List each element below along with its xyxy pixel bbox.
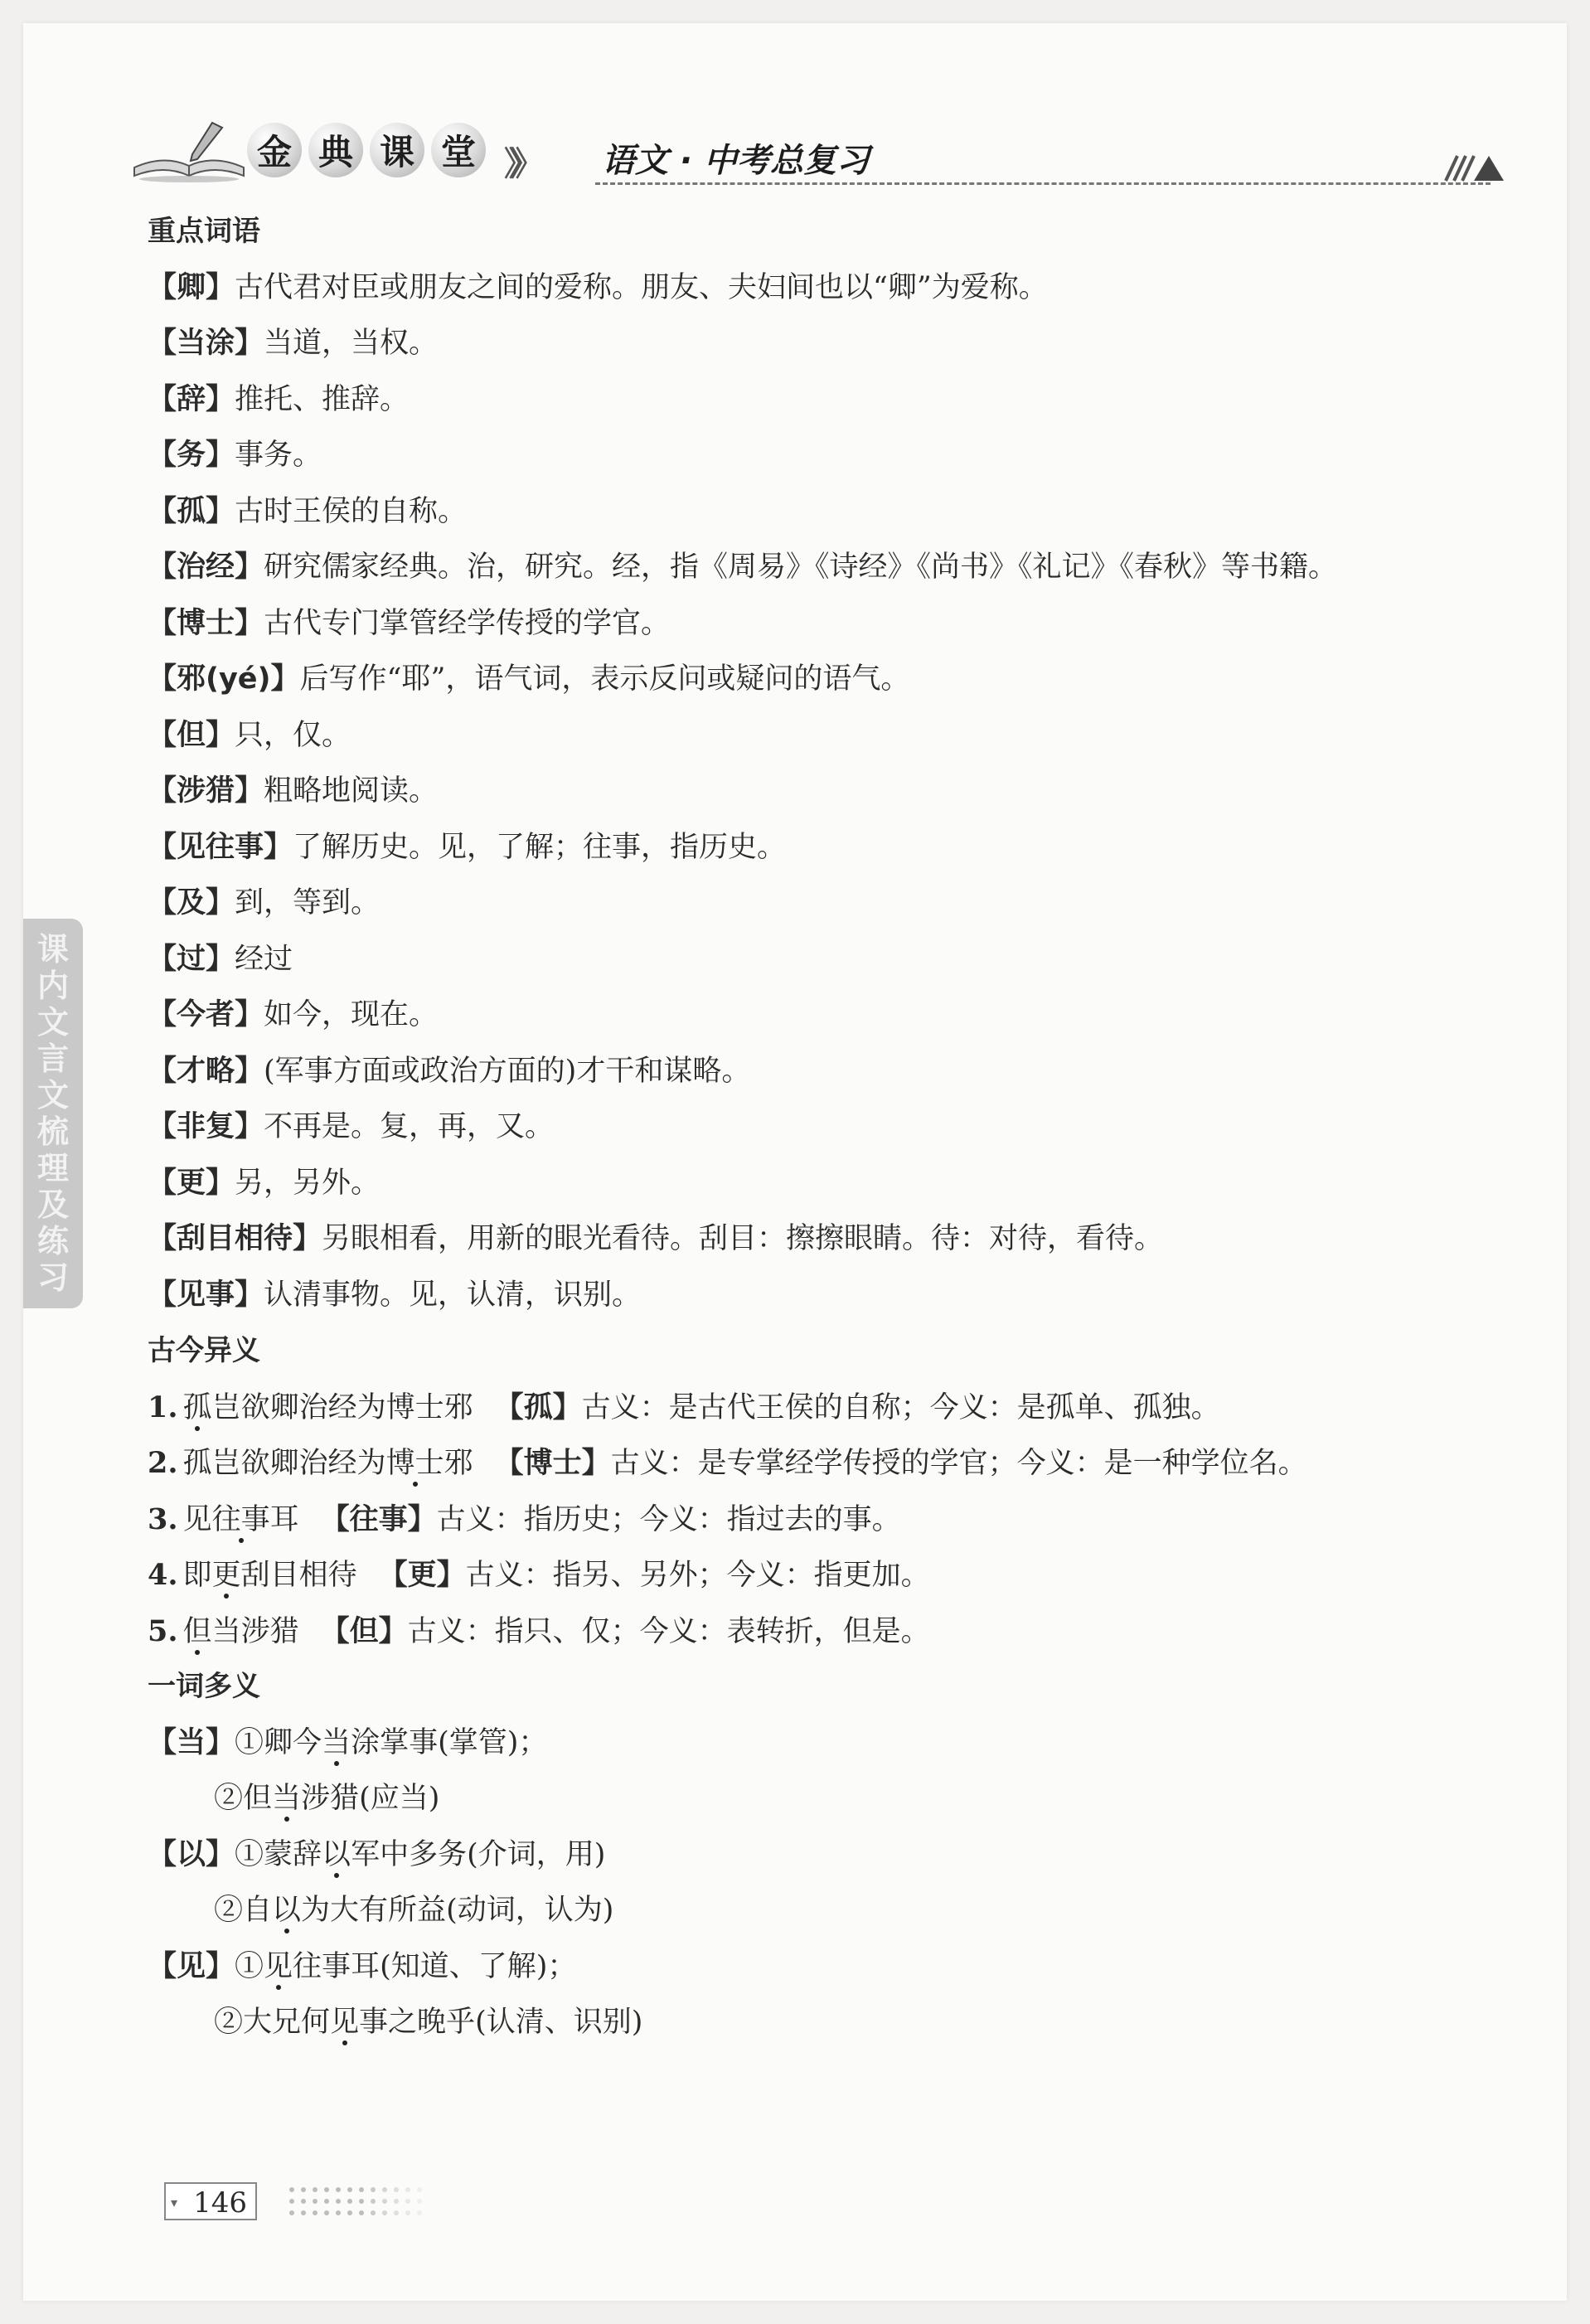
vocab-entry <box>148 428 1474 484</box>
vocab-entry <box>148 484 1474 541</box>
vocab-term: 【涉猎】 <box>148 774 264 808</box>
vocab-definition: 经过 <box>235 942 293 976</box>
brand-title <box>247 123 486 177</box>
vocab-entry <box>148 1268 1474 1324</box>
vocab-entry <box>148 1099 1474 1156</box>
corner-triangle-icon <box>1441 149 1507 182</box>
sense-mark: ② <box>214 2006 244 2039</box>
emphasis-dot-word: 往事 <box>211 1502 270 1536</box>
sense-mark: ② <box>214 1782 244 1815</box>
vocab-entry <box>148 260 1474 317</box>
brand-char: 金 <box>247 123 302 177</box>
section-side-tab <box>23 919 83 1308</box>
vocab-definition: 古代君对臣或朋友之间的爱称。朋友、夫妇间也以“卿”为爱称。 <box>235 270 1048 304</box>
vocab-term: 【孤】 <box>148 494 235 528</box>
vocab-definition: 当道，当权。 <box>264 327 439 360</box>
meaning-explanation: 古义：指另、另外；今义：指更加。 <box>465 1559 930 1592</box>
meaning-explanation: 古义：是古代王侯的自称；今义：是孤单、孤独。 <box>581 1390 1220 1424</box>
vocab-term: 【邪(yé)】 <box>148 662 300 696</box>
vocab-term: 【更】 <box>378 1559 466 1592</box>
vocab-definition: 古代专门掌管经学传授的学官。 <box>264 606 671 640</box>
double-chevron-right-icon: 》》 <box>504 145 534 183</box>
vocab-entry <box>148 1156 1474 1212</box>
page <box>23 23 1567 2301</box>
vocab-definition: 研究儒家经典。治，研究。经，指《周易》《诗经》《尚书》《礼记》《春秋》等书籍。 <box>264 551 1338 584</box>
vocab-term: 【见往事】 <box>148 830 293 864</box>
vocab-definition: 认清事物。见，认清，识别。 <box>264 1278 642 1312</box>
vocab-definition: 推托、推辞。 <box>235 382 410 416</box>
meaning-item <box>148 1492 1474 1548</box>
emphasis-dot-word: 但 <box>182 1614 212 1648</box>
side-tab-char: 内 <box>36 968 69 1004</box>
vocab-definition: 事务。 <box>235 439 322 472</box>
vocab-term: 【及】 <box>148 886 235 919</box>
emphasis-dot-word: 当 <box>272 1782 302 1815</box>
sense-gloss: (介词，用) <box>467 1837 606 1871</box>
polysemy-sense: ②大兄何见事之晚乎(认清、识别) <box>214 2006 643 2039</box>
vocab-entry <box>148 596 1474 653</box>
emphasis-dot-word: 以 <box>272 1894 302 1927</box>
vocab-term: 【更】 <box>148 1166 235 1200</box>
example-sentence: 但当涉猎 <box>182 1614 299 1648</box>
example-sentence: 孤岂欲卿治经为博士邪 <box>182 1447 473 1480</box>
vocab-definition: 了解历史。见，了解；往事，指历史。 <box>293 830 787 864</box>
emphasis-dot-word: 以 <box>322 1837 351 1871</box>
vocab-entry <box>148 764 1474 820</box>
item-number: 4. <box>148 1558 178 1592</box>
item-number: 2. <box>148 1446 178 1480</box>
meaning-explanation: 古义：指只、仅；今义：表转折，但是。 <box>407 1614 930 1648</box>
meaning-item <box>148 1435 1474 1492</box>
vocab-term: 【治经】 <box>148 551 264 584</box>
brand-char: 典 <box>308 123 363 177</box>
vocab-term: 【但】 <box>320 1614 408 1648</box>
polysemy-sense: 【当】①卿今当涂掌事(掌管)； <box>148 1725 548 1759</box>
brand-char: 课 <box>370 123 424 177</box>
vocab-term: 【见】 <box>148 1949 235 1983</box>
vocab-term: 【才略】 <box>148 1054 264 1088</box>
vocab-term: 【辞】 <box>148 382 235 416</box>
vocab-term: 【务】 <box>148 439 235 472</box>
vocab-entry <box>148 540 1474 596</box>
vocab-term: 【非复】 <box>148 1110 264 1143</box>
vocab-term: 【当】 <box>148 1725 235 1759</box>
vocab-term: 【当涂】 <box>148 327 264 360</box>
sense-mark: ① <box>235 1725 264 1759</box>
emphasis-dot-word: 博士 <box>385 1447 444 1480</box>
vocab-entry <box>148 708 1474 764</box>
vocab-definition: 只，仅。 <box>235 718 351 752</box>
side-tab-char: 练 <box>36 1223 69 1259</box>
example-sentence: 孤岂欲卿治经为博士邪 <box>182 1390 473 1424</box>
section-heading: 重点词语 <box>148 215 260 248</box>
meaning-item <box>148 1380 1474 1436</box>
polysemy-sense: 【以】①蒙辞以军中多务(介词，用) <box>148 1837 606 1871</box>
vocab-entry <box>148 316 1474 372</box>
emphasis-dot-word: 见 <box>264 1949 293 1983</box>
page-number: ▾ 146 <box>164 2182 257 2220</box>
item-number: 1. <box>148 1390 178 1424</box>
vocab-entry <box>148 932 1474 988</box>
emphasis-dot-word: 更 <box>211 1559 241 1592</box>
vocab-entry <box>148 987 1474 1044</box>
sense-mark: ① <box>235 1837 264 1871</box>
vocab-term: 【今者】 <box>148 998 264 1031</box>
side-tab-char: 及 <box>36 1186 69 1223</box>
side-tab-char: 理 <box>36 1150 69 1186</box>
vocab-term: 【过】 <box>148 942 235 976</box>
vocab-term: 【卿】 <box>148 270 235 304</box>
item-number: 5. <box>148 1613 178 1648</box>
side-tab-char: 文 <box>36 1004 69 1041</box>
sense-mark: ① <box>235 1949 264 1983</box>
side-tab-char: 文 <box>36 1077 69 1113</box>
polysemy-sense: ②但当涉猎(应当) <box>214 1782 440 1815</box>
item-number: 3. <box>148 1502 178 1536</box>
sense-gloss: (认清、识别) <box>475 2006 643 2039</box>
vocab-definition: 不再是。复，再，又。 <box>264 1110 555 1143</box>
vocab-definition: 另，另外。 <box>235 1166 381 1200</box>
vocab-definition: 到，等到。 <box>235 886 381 919</box>
vocab-term: 【博士】 <box>494 1447 611 1480</box>
vocab-term: 【刮目相待】 <box>148 1222 322 1255</box>
polysemy-sense: 【见】①见往事耳(知道、了解)； <box>148 1949 577 1983</box>
vocab-entry <box>148 652 1474 708</box>
meaning-item <box>148 1547 1474 1604</box>
section-heading: 一词多义 <box>148 1670 260 1703</box>
example-sentence: 见往事耳 <box>182 1502 299 1536</box>
sense-mark: ② <box>214 1894 244 1927</box>
vocab-entry <box>148 1044 1474 1100</box>
section-heading: 古今异义 <box>148 1334 260 1367</box>
open-book-with-pen-icon <box>131 118 247 184</box>
vocab-term: 【但】 <box>148 718 235 752</box>
vocab-term: 【孤】 <box>494 1390 582 1424</box>
sense-gloss: (掌管)； <box>438 1725 548 1759</box>
page-marker-icon: ▾ <box>171 2195 178 2210</box>
side-tab-char: 习 <box>36 1259 69 1296</box>
sense-gloss: (知道、了解)； <box>380 1949 577 1983</box>
vocab-term: 【见事】 <box>148 1278 264 1312</box>
vocab-definition: 粗略地阅读。 <box>264 774 439 808</box>
vocab-definition: 后写作“耶”，语气词，表示反问或疑问的语气。 <box>299 662 910 696</box>
vocab-entry <box>148 876 1474 932</box>
vocab-definition: 古时王侯的自称。 <box>235 494 468 528</box>
emphasis-dot-word: 当 <box>322 1725 351 1759</box>
brand-char: 堂 <box>431 123 486 177</box>
meaning-explanation: 古义：指历史；今义：指过去的事。 <box>436 1502 901 1536</box>
vocab-term: 【博士】 <box>148 606 264 640</box>
vocab-entry <box>148 820 1474 876</box>
meaning-explanation: 古义：是专掌经学传授的学官；今义：是一种学位名。 <box>610 1447 1307 1480</box>
header-divider <box>595 182 1491 185</box>
example-sentence: 即更刮目相待 <box>182 1559 357 1592</box>
main-content <box>148 204 1474 2051</box>
sense-gloss: (应当) <box>359 1782 440 1815</box>
vocab-definition: 如今，现在。 <box>264 998 439 1031</box>
vocab-definition: 另眼相看，用新的眼光看待。刮目：擦擦眼睛。待：对待，看待。 <box>322 1222 1164 1255</box>
vocab-entry <box>148 1211 1474 1268</box>
vocab-definition: (军事方面或政治方面的)才干和谋略。 <box>264 1054 751 1088</box>
sense-gloss: (动词，认为) <box>446 1894 614 1927</box>
vocab-entry <box>148 372 1474 429</box>
emphasis-dot-word: 见 <box>330 2006 360 2039</box>
meaning-item <box>148 1604 1474 1660</box>
vocab-term: 【以】 <box>148 1837 235 1871</box>
side-tab-char: 课 <box>36 931 69 968</box>
decorative-dots <box>287 2183 469 2220</box>
subject-title: 语文 · 中考总复习 <box>602 142 870 180</box>
page-header <box>131 106 1499 197</box>
side-tab-char: 言 <box>36 1041 69 1077</box>
side-tab-char: 梳 <box>36 1113 69 1150</box>
emphasis-dot-word: 孤 <box>182 1390 212 1424</box>
polysemy-sense: ②自以为大有所益(动词，认为) <box>214 1894 614 1927</box>
vocab-term: 【往事】 <box>320 1502 437 1536</box>
